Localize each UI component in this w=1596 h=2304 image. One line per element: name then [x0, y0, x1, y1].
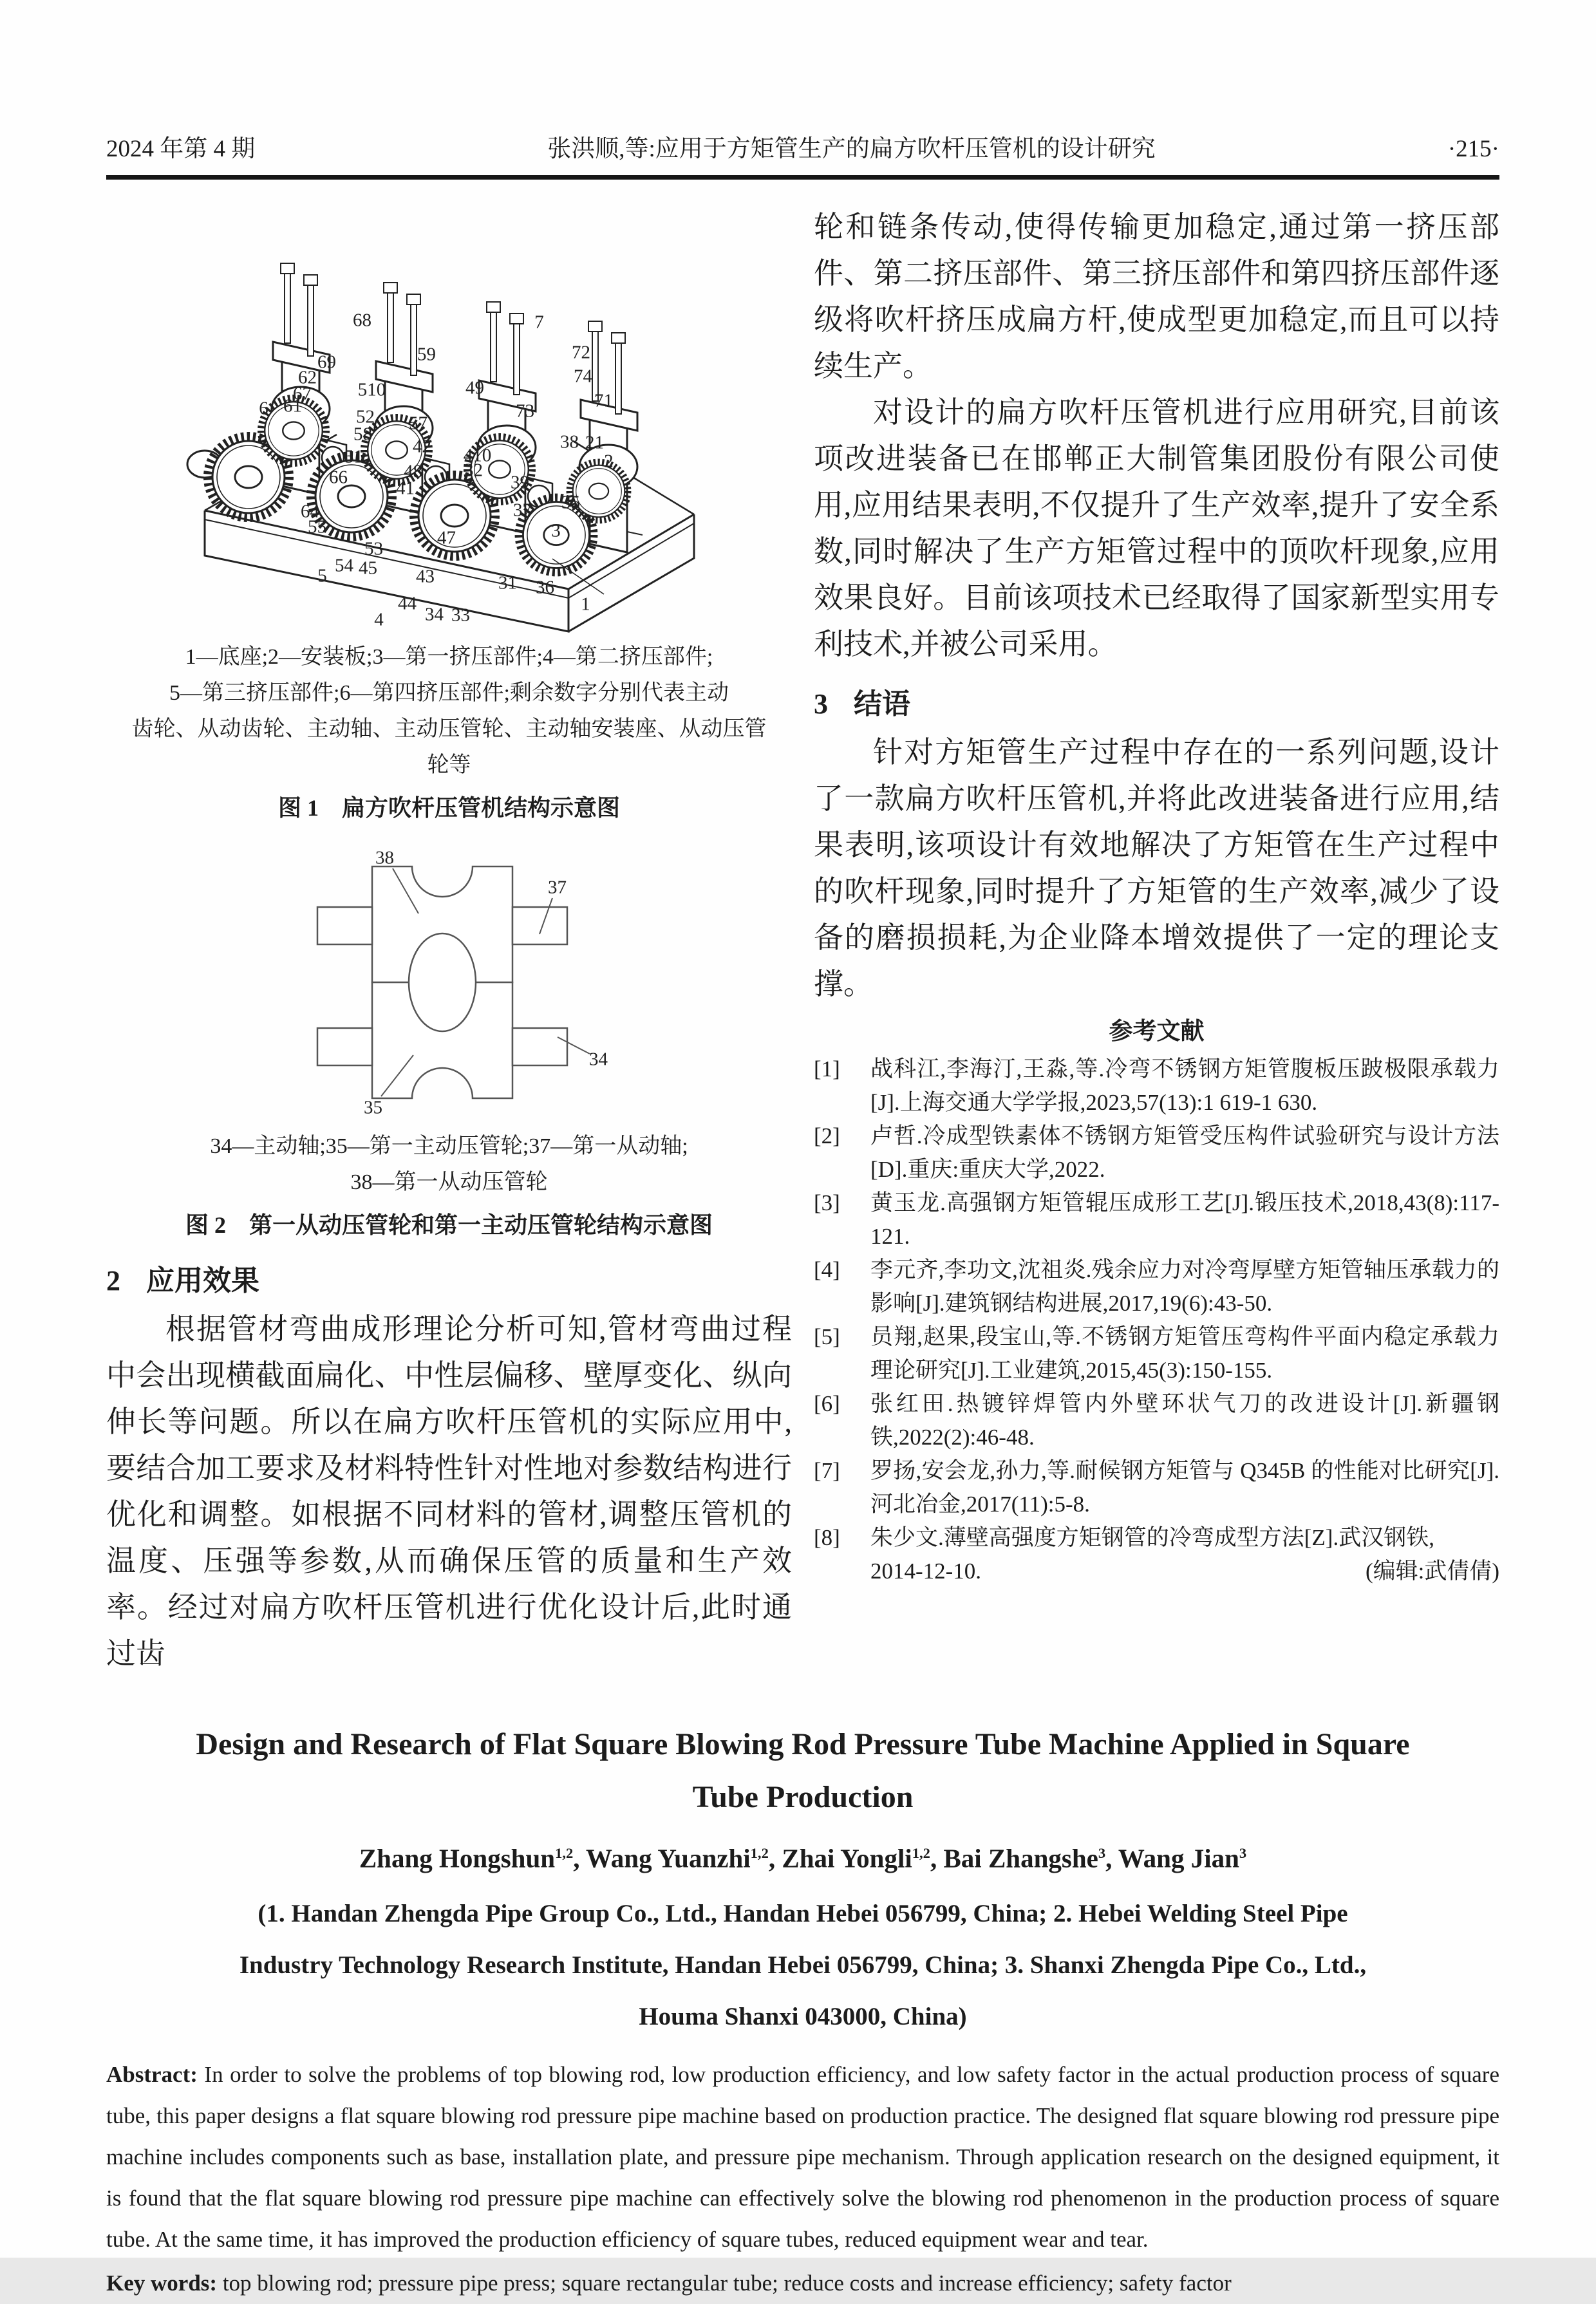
- figure-part-number: 37: [548, 877, 567, 898]
- section-heading-application-effect: [106, 1257, 792, 1298]
- author: Zhai Yongli: [782, 1843, 912, 1873]
- figure-part-number: 51: [344, 446, 363, 467]
- reference-number: [5]: [814, 1324, 840, 1349]
- continued-paragraph: 轮和链条传动,使得传输更加稳定,通过第一挤压部件、第二挤压部件、第三挤压部件和第四挤压部件逐级将吹杆挤压成扁方杆,使成型更加稳定,而且可以持续生产。: [814, 211, 1499, 382]
- figure-part-number: 35: [561, 492, 580, 513]
- figure1-caption-line: 轮等: [427, 753, 471, 777]
- figure-part-number: 410: [463, 445, 492, 466]
- section-heading-conclusion: [814, 680, 1499, 722]
- english-abstract: [106, 2054, 1499, 2260]
- references-heading: 参考文献: [1109, 1018, 1205, 1045]
- english-affiliations: [106, 1888, 1499, 2043]
- figure-part-number: 48: [404, 461, 422, 482]
- figure-part-number: 53: [364, 538, 383, 559]
- reference-number: [3]: [814, 1190, 840, 1215]
- application-effect-paragraph: 根据管材弯曲成形理论分析可知,管材弯曲过程中会出现横截面扁化、中性层偏移、壁厚变化、纵向伸长等问题。所以在扁方吹杆压管机的实际应用中,要结合加工要求及材料特性针对性地对参数结构进行优化和调整。如根据不同材料的管材,调整压管机的温度、压强等参数,从而确保压管的质量和生产效率。经过对扁方吹杆压管机进行优化设计后,此时通过齿: [106, 1313, 792, 1670]
- figure1-caption-line: 1—底座;2—安装板;3—第一挤压部件;4—第二挤压部件;: [185, 645, 713, 669]
- affiliation-line: (1. Handan Zhengda Pipe Group Co., Ltd., Handan Hebei 056799, China; 2. Hebei Welding Steel Pipe: [258, 1899, 1348, 1927]
- right-column: [814, 204, 1499, 1677]
- reference-item: [814, 1454, 1499, 1521]
- figure-part-number: 67: [293, 383, 312, 404]
- reference-item: [814, 1119, 1499, 1186]
- figure-part-number: 510: [357, 379, 386, 400]
- figure1-drawing: [192, 208, 707, 633]
- figure-part-number: 34: [425, 604, 444, 625]
- author-affiliation-sup: 3: [1239, 1845, 1247, 1861]
- figure2-caption-line: 34—主动轴;35—第一主动压管轮;37—第一从动轴;: [210, 1134, 688, 1158]
- keywords-label: Key words:: [106, 2270, 218, 2296]
- reference-number: [8]: [814, 1525, 840, 1550]
- abstract-text: In order to solve the problems of top blowing rod, low production efficiency, and low safety factor in the actual production process of square tube, this paper designs a flat square blowing rod pressure pipe machine based on production practice. The designed flat square blowing rod pressure pipe machine includes components such as base, installation plate, and pressure pipe mechanism. Through application research on the designed equipment, it is found that the flat square blowing rod pressure pipe machine can effectively solve the blowing rod phenomenon in the production process of square tube. At the same time, it has improved the production efficiency of square tubes, reduced equipment wear and tear.: [106, 2061, 1499, 2252]
- affiliation-line: Industry Technology Research Institute, Handan Hebei 056799, China; 3. Shanxi Zhengda Pipe Co., Ltd.,: [239, 1951, 1367, 1979]
- reference-number: [2]: [814, 1123, 840, 1148]
- author: Wang Yuanzhi: [586, 1843, 751, 1873]
- figure-part-number: 44: [398, 593, 417, 614]
- figure-part-number: 66: [329, 467, 348, 488]
- figure1-caption-line: 5—第三挤压部件;6—第四挤压部件;剩余数字分别代表主动: [169, 681, 729, 705]
- figure2-caption-line: 38—第一从动压管轮: [350, 1170, 548, 1194]
- figure-part-number: 74: [574, 366, 592, 387]
- figure-part-number: 31: [498, 572, 517, 594]
- page-number: ·215·: [1447, 136, 1499, 162]
- author-separator: ,: [1105, 1843, 1118, 1873]
- keywords-text: top blowing rod; pressure pipe press; square rectangular tube; reduce costs and increase efficiency; safety factor: [217, 2270, 1232, 2296]
- figure-part-number: 61: [283, 395, 302, 417]
- figure-part-number: 69: [317, 351, 336, 373]
- figure-part-number: 71: [594, 390, 613, 411]
- figure2-roller-diagram: [269, 844, 630, 1122]
- abstract-label: Abstract:: [106, 2061, 198, 2087]
- figure-part-number: 73: [516, 400, 534, 422]
- section-number: 2: [106, 1265, 120, 1297]
- reference-text: 黄玉龙.高强钢方矩管辊压成形工艺[J].锻压技术,2018,43(8):117-121.: [870, 1190, 1499, 1249]
- reference-text: 战科江,李海汀,王淼,等.冷弯不锈钢方矩管腹板压跛极限承载力[J].上海交通大学学报,2023,57(13):1 619-1 630.: [870, 1056, 1499, 1115]
- figure-part-number: 42: [413, 436, 431, 457]
- figure-part-number: 52: [356, 406, 375, 427]
- header-rule: [106, 175, 1499, 180]
- figure-part-number: 6: [259, 398, 268, 419]
- figure-part-number: 5: [317, 565, 327, 586]
- figure-part-number: 37: [513, 500, 532, 521]
- english-title-line1: Design and Research of Flat Square Blowing Rod Pressure Tube Machine Applied in Square: [196, 1727, 1410, 1761]
- figure-part-number: 32: [464, 460, 483, 481]
- figure1-machine-diagram: [192, 208, 707, 633]
- section-title: 应用效果: [146, 1265, 259, 1297]
- reference-item: [814, 1053, 1499, 1119]
- figure1-title: 图 1 扁方吹杆压管机结构示意图: [277, 795, 620, 821]
- figure-part-number: 59: [417, 344, 436, 365]
- two-column-body: [106, 204, 1499, 1677]
- figure-part-number: 64: [301, 501, 319, 522]
- figure-part-number: 36: [536, 577, 554, 598]
- figure-part-number: 55: [308, 516, 326, 538]
- running-title: 张洪顺,等:应用于方矩管生产的扁方吹杆压管机的设计研究: [547, 136, 1156, 162]
- author: Wang Jian: [1118, 1843, 1239, 1873]
- left-column: [106, 204, 792, 1677]
- reference-number: [4]: [814, 1257, 840, 1282]
- figure-part-number: 38: [560, 431, 579, 453]
- english-title: [106, 1718, 1499, 1824]
- figure-part-number: 57: [409, 413, 427, 434]
- reference-text: 卢哲.冷成型铁素体不锈钢方矩管受压构件试验研究与设计方法[D].重庆:重庆大学,2022.: [870, 1123, 1499, 1182]
- section-title: 结语: [854, 688, 910, 720]
- figure-part-number: 62: [298, 367, 317, 388]
- figure-part-number: 72: [572, 342, 590, 363]
- author-affiliation-sup: 3: [1098, 1845, 1106, 1861]
- figure-part-number: 47: [437, 527, 456, 548]
- figure-part-number: 58: [353, 424, 372, 445]
- figure-part-number: 7: [534, 312, 544, 333]
- author-separator: ,: [573, 1843, 587, 1873]
- author-separator: ,: [930, 1843, 944, 1873]
- figure1-caption-line: 齿轮、从动齿轮、主动轴、主动压管轮、主动轴安装座、从动压管: [131, 717, 767, 741]
- reference-item: [814, 1521, 1499, 1588]
- figure-part-number: 35: [364, 1097, 382, 1118]
- reference-number: [6]: [814, 1391, 840, 1416]
- figure-part-number: 43: [416, 566, 435, 587]
- figure-part-number: 1: [581, 594, 590, 615]
- reference-item: [814, 1320, 1499, 1387]
- conclusion-paragraph: 针对方矩管生产过程中存在的一系列问题,设计了一款扁方吹杆压管机,并将此改进装备进行应用,结果表明,该项设计有效地解决了方矩管在生产过程中的吹杆现象,同时提升了方矩管的生产效率,减少了设备的磨损损耗,为企业降本增效提供了一定的理论支撑。: [814, 736, 1499, 1000]
- author-separator: ,: [768, 1843, 782, 1873]
- figure-part-number: 4: [374, 609, 384, 630]
- reference-number: [7]: [814, 1458, 840, 1483]
- figure-part-number: 54: [335, 555, 353, 576]
- running-head: [106, 129, 1499, 164]
- english-abstract-block: [106, 1718, 1499, 2304]
- reference-number: [1]: [814, 1056, 840, 1082]
- english-title-line2: Tube Production: [692, 1780, 914, 1814]
- reference-text: 员翔,赵果,段宝山,等.不锈钢方矩管压弯构件平面内稳定承载力理论研究[J].工业建筑,2015,45(3):150-155.: [870, 1324, 1499, 1383]
- section-number: 3: [814, 688, 828, 720]
- author: Bai Zhangshe: [943, 1843, 1098, 1873]
- affiliation-line: Houma Shanxi 043000, China): [639, 2002, 967, 2030]
- english-keywords: [106, 2263, 1499, 2304]
- figure-part-number: 3: [551, 520, 561, 541]
- editor-note: (编辑:武倩倩): [1365, 1559, 1499, 1584]
- issue-label: 2024 年第 4 期: [106, 136, 256, 162]
- english-authors: [106, 1824, 1499, 1888]
- reference-item: [814, 1186, 1499, 1253]
- author-affiliation-sup: 1,2: [912, 1845, 930, 1861]
- reference-item: [814, 1253, 1499, 1320]
- reference-text: 罗扬,安会龙,孙力,等.耐候钢方矩管与 Q345B 的性能对比研究[J].河北冶金,2017(11):5-8.: [870, 1458, 1499, 1517]
- figure2-drawing: [269, 844, 630, 1122]
- application-research-paragraph: 对设计的扁方吹杆压管机进行应用研究,目前该项改进装备已在邯郸正大制管集团股份有限公司使用,应用结果表明,不仅提升了生产效率,提升了安全系数,同时解决了生产方矩管过程中的顶吹杆现象,应用效果良好。目前该项技术已经取得了国家新型实用专利技术,并被公司采用。: [814, 396, 1499, 660]
- figure-part-number: 45: [359, 557, 377, 579]
- reference-text-line1: 朱少文.薄壁高强度方矩钢管的冷弯成型方法[Z].武汉钢铁,: [870, 1525, 1434, 1550]
- figure-part-number: 41: [396, 478, 415, 499]
- reference-text: 张红田.热镀锌焊管内外壁环状气刀的改进设计[J].新疆钢铁,2022(2):46-48.: [870, 1391, 1499, 1450]
- reference-text: 李元齐,李功文,沈祖炎.残余应力对冷弯厚壁方矩管轴压承载力的影响[J].建筑钢结构进展,2017,19(6):43-50.: [870, 1257, 1499, 1316]
- reference-date: 2014-12-10.: [870, 1559, 982, 1584]
- figure-part-number: 33: [451, 604, 470, 626]
- figure-part-number: 68: [353, 310, 371, 331]
- figure-part-number: 2: [604, 451, 614, 472]
- figure2-title: 图 2 第一从动压管轮和第一主动压管轮结构示意图: [185, 1212, 713, 1238]
- figure-part-number: 21: [585, 432, 604, 453]
- figure-part-number: 38: [375, 847, 394, 868]
- reference-tail-row: [870, 1555, 1499, 1588]
- figure-part-number: 34: [589, 1049, 608, 1070]
- figure-part-number: 49: [465, 377, 484, 398]
- reference-item: [814, 1387, 1499, 1454]
- author-affiliation-sup: 1,2: [555, 1845, 574, 1861]
- author: Zhang Hongshun: [359, 1843, 556, 1873]
- figure-part-number: 39: [511, 472, 529, 493]
- reference-text: [870, 1521, 1499, 1588]
- author-affiliation-sup: 1,2: [750, 1845, 769, 1861]
